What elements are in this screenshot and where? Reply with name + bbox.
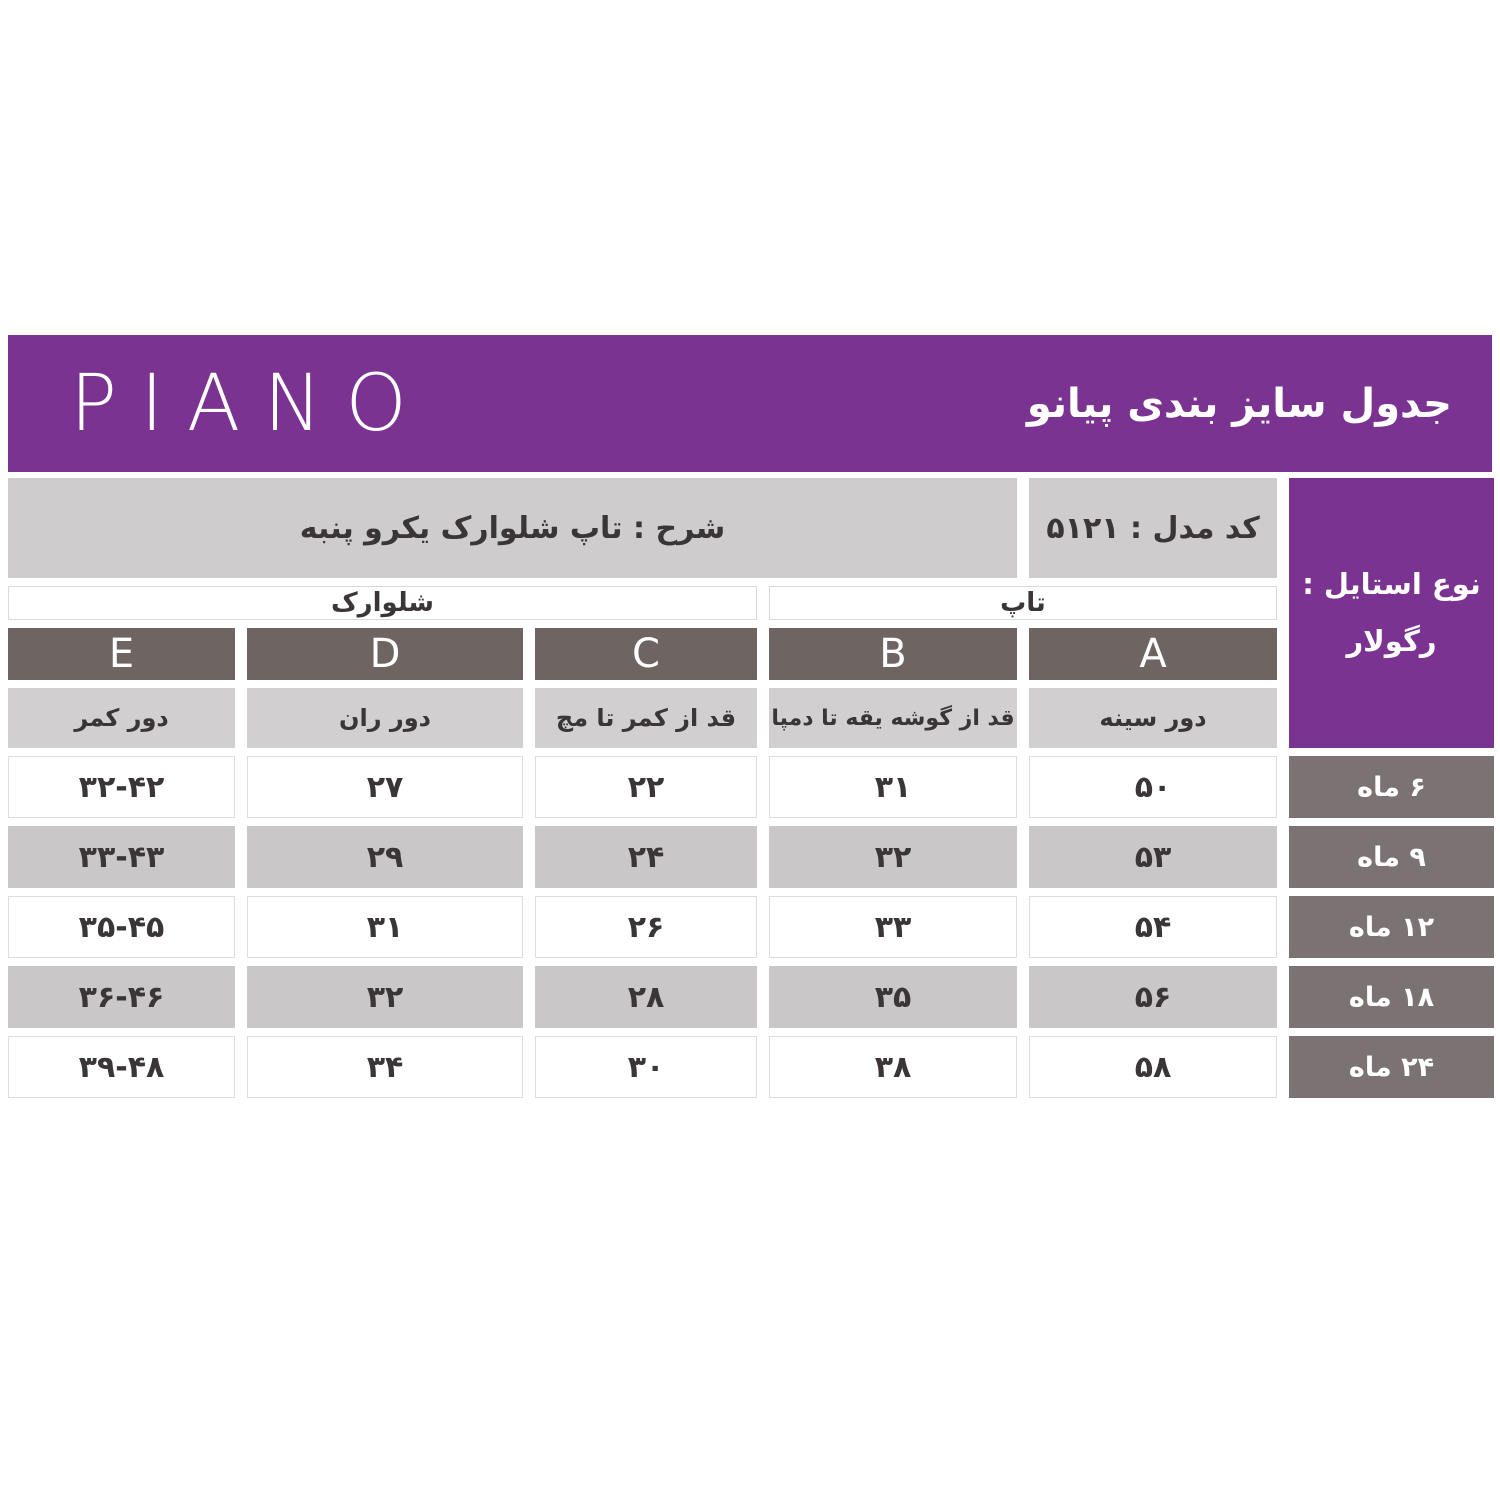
column-letter-e: E [8,628,235,680]
value-6m-c: ۲۲ [535,756,757,818]
value-9m-e: ۳۳-۴۳ [8,826,235,888]
measure-label-collar-to-hem: قد از گوشه یقه تا دمپا [769,688,1017,748]
value-24m-c: ۳۰ [535,1036,757,1098]
style-type-box [1289,478,1494,748]
value-18m-c: ۲۸ [535,966,757,1028]
age-label-9m: ۹ ماه [1289,826,1494,888]
value-12m-e: ۳۵-۴۵ [8,896,235,958]
measure-label-waist: دور کمر [8,688,235,748]
column-letter-b: B [769,628,1017,680]
value-18m-a: ۵۶ [1029,966,1277,1028]
value-9m-b: ۳۲ [769,826,1017,888]
value-12m-b: ۳۳ [769,896,1017,958]
column-letter-d: D [247,628,523,680]
page-title: جدول سایز بندی پیانو [1026,380,1452,427]
model-code: کد مدل : ۵۱۲۱ [1029,478,1277,578]
age-label-18m: ۱۸ ماه [1289,966,1494,1028]
column-letter-a: A [1029,628,1277,680]
group-header-top: تاپ [769,586,1277,620]
value-24m-e: ۳۹-۴۸ [8,1036,235,1098]
value-6m-d: ۲۷ [247,756,523,818]
value-12m-d: ۳۱ [247,896,523,958]
style-type-label: نوع استایل : [1302,567,1481,602]
value-12m-a: ۵۴ [1029,896,1277,958]
age-label-24m: ۲۴ ماه [1289,1036,1494,1098]
value-18m-e: ۳۶-۴۶ [8,966,235,1028]
size-table [8,478,1494,1098]
brand-logo: PIANO [70,358,431,449]
value-18m-b: ۳۵ [769,966,1017,1028]
value-24m-a: ۵۸ [1029,1036,1277,1098]
column-letter-c: C [535,628,757,680]
header-bar [8,335,1492,472]
product-description: شرح : تاپ شلوارک یکرو پنبه [8,478,1017,578]
style-type-value: رگولار [1346,624,1437,658]
value-6m-b: ۳۱ [769,756,1017,818]
age-label-12m: ۱۲ ماه [1289,896,1494,958]
age-label-6m: ۶ ماه [1289,756,1494,818]
value-9m-a: ۵۳ [1029,826,1277,888]
measure-label-waist-to-cuff: قد از کمر تا مچ [535,688,757,748]
value-9m-c: ۲۴ [535,826,757,888]
value-6m-e: ۳۲-۴۲ [8,756,235,818]
value-24m-b: ۳۸ [769,1036,1017,1098]
measure-label-thigh: دور ران [247,688,523,748]
value-18m-d: ۳۲ [247,966,523,1028]
group-header-shorts: شلوارک [8,586,757,620]
value-9m-d: ۲۹ [247,826,523,888]
value-12m-c: ۲۶ [535,896,757,958]
value-6m-a: ۵۰ [1029,756,1277,818]
measure-label-chest: دور سینه [1029,688,1277,748]
value-24m-d: ۳۴ [247,1036,523,1098]
